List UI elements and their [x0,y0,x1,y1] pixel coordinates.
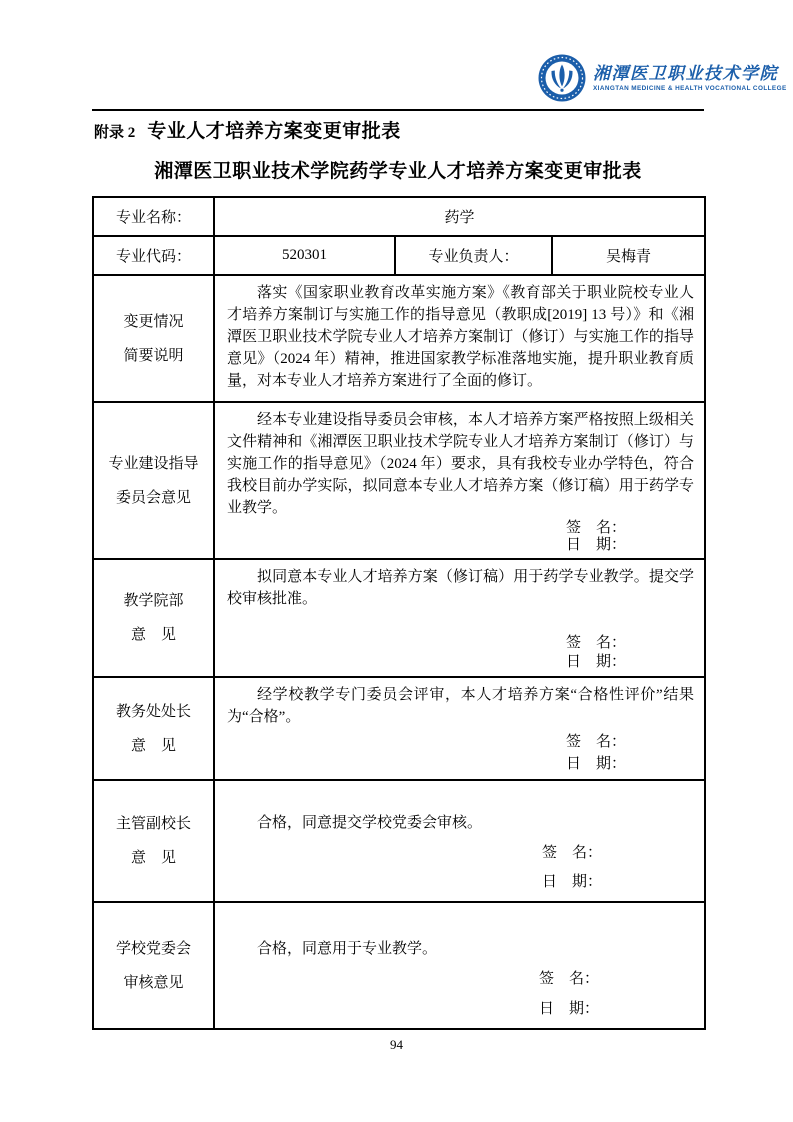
signature-block [566,520,626,554]
row-party-committee-opinion [93,902,705,1029]
major-name-label: 专业名称： [93,197,214,236]
department-opinion-content: 拟同意本专业人才培养方案（修订稿）用于药学专业教学。提交学校审核批准。 签 名： 日 期： [214,559,705,677]
major-leader-value: 吴梅青 [552,236,705,275]
approval-table [92,196,706,1030]
signature-name-label: 签 名： [539,971,600,987]
dean-opinion-content: 经学校教学专门委员会评审，本人才培养方案“合格性评价”结果为“合格”。 签 名： 日 期： [214,677,705,780]
department-opinion-label: 教学院部 意 见 [93,559,214,677]
signature-name-label: 签 名： [566,734,627,750]
signature-name-label: 签 名： [566,520,627,536]
signature-name-label: 签 名： [566,635,627,651]
signature-date-label: 日 期： [566,756,627,772]
dean-opinion-label: 教务处处长 意 见 [93,677,214,780]
signature-date-label: 日 期： [542,874,603,890]
appendix-label: 附录 2 [94,125,136,141]
major-leader-label: 专业负责人： [395,236,552,275]
row-department-opinion [93,559,705,677]
page-number: 94 [390,1037,403,1052]
row-major-name [93,197,705,236]
change-summary-label: 变更情况 简要说明 [93,275,214,402]
signature-block [542,839,602,897]
school-name-en: XIANGTAN MEDICINE & HEALTH VOCATIONAL COLLEGE [593,84,787,92]
major-name-value: 药学 [214,197,705,236]
row-change-summary [93,275,705,402]
row-committee-opinion [93,402,705,559]
appendix-heading [94,116,704,143]
committee-opinion-content: 经本专业建设指导委员会审核，本人才培养方案严格按照上级相关文件精神和《湘潭医卫职业技术学院专业人才培养方案制订（修订）与实施工作的指导意见》（2024 年）要求，具有我校专业办学特色，符合我校目前办学实际，拟同意本专业人才培养方案（修订稿）用于药学专业教学。 签 名： 日 期： [214,402,705,559]
signature-block [566,634,626,672]
row-dean-opinion [93,677,705,780]
row-vice-president-opinion [93,780,705,902]
school-logo [538,54,787,102]
signature-date-label: 日 期： [566,537,627,553]
row-major-code [93,236,705,275]
major-code-value: 520301 [214,236,395,275]
school-emblem-icon [538,54,586,102]
vice-president-opinion-label: 主管副校长 意 见 [93,780,214,902]
appendix-title: 专业人才培养方案变更审批表 [147,121,401,142]
header-divider [92,109,704,111]
change-summary-content: 落实《国家职业教育改革实施方案》《教育部关于职业院校专业人才培养方案制订与实施工作的指导意见（教职成[2019] 13 号）》和《湘潭医卫职业技术学院专业人才培养方案制订（修订）与实施工作的指导意见》（2024 年）精神，推进国家教学标准落地实施，提升职业教育质量，对本专业人才培养方案进行了全面的修订。 [214,275,705,402]
signature-block [539,964,599,1024]
signature-block [566,731,626,775]
signature-date-label: 日 期： [539,1001,600,1017]
document-body [92,113,704,1030]
vice-president-opinion-content: 合格，同意提交学校党委会审核。 签 名： 日 期： [214,780,705,902]
party-committee-opinion-content: 合格，同意用于专业教学。 签 名： 日 期： [214,902,705,1029]
signature-name-label: 签 名： [542,845,603,861]
party-committee-opinion-label: 学校党委会 审核意见 [93,902,214,1029]
signature-date-label: 日 期： [566,654,627,670]
committee-opinion-label: 专业建设指导 委员会意见 [93,402,214,559]
major-code-label: 专业代码： [93,236,214,275]
school-name-cn: 湘潭医卫职业技术学院 [593,63,778,84]
form-title: 湘潭医卫职业技术学院药学专业人才培养方案变更审批表 [154,161,642,182]
